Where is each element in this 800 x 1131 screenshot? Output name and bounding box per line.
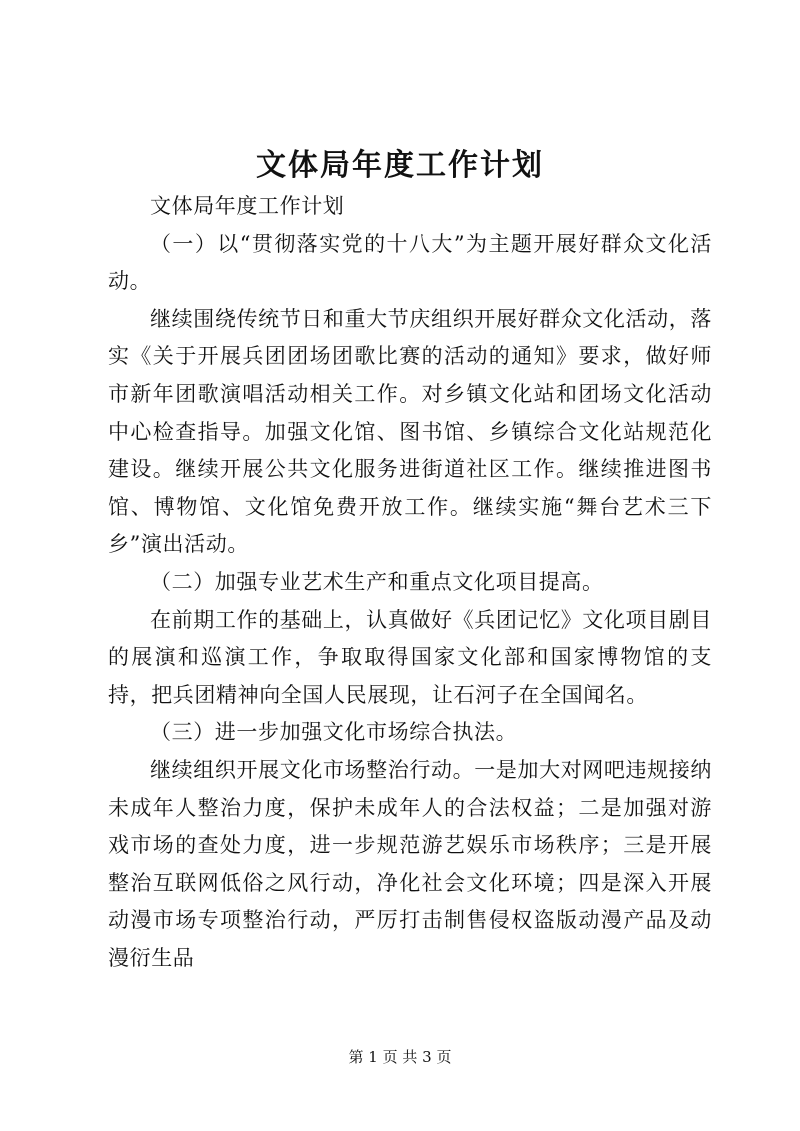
- body-paragraph-2: 在前期工作的基础上，认真做好《兵团记忆》文化项目剧目的展演和巡演工作，争取取得国家文化部和国家博物馆的支持，把兵团精神向全国人民展现，让石河子在全国闻名。: [108, 607, 712, 707]
- document-body: [108, 188, 712, 977]
- section-heading-1: （一）以“贯彻落实党的十八大”为主题开展好群众文化活动。: [108, 231, 712, 294]
- section-heading-2: （二）加强专业艺术生产和重点文化项目提高。: [150, 569, 604, 594]
- subtitle-paragraph: 文体局年度工作计划: [150, 194, 345, 218]
- body-paragraph-1: 继续围绕传统节日和重大节庆组织开展好群众文化活动，落实《关于开展兵团团场团歌比赛的活动的通知》要求，做好师市新年团歌演唱活动相关工作。对乡镇文化站和团场文化活动中心检查指导。加强文化馆、图书馆、乡镇综合文化站规范化建设。继续开展公共文化服务进街道社区工作。继续推进图书馆、博物馆、文化馆免费开放工作。继续实施“舞台艺术三下乡”演出活动。: [108, 306, 712, 557]
- document-title: 文体局年度工作计划: [256, 148, 544, 183]
- page-number-footer: 第 1 页 共 3 页: [348, 1048, 452, 1066]
- body-paragraph-3: 继续组织开展文化市场整治行动。一是加大对网吧违规接纳未成年人整治力度，保护未成年人的合法权益；二是加强对游戏市场的查处力度，进一步规范游艺娱乐市场秩序；三是开展整治互联网低俗之风行动，净化社会文化环境；四是深入开展动漫市场专项整治行动，严厉打击制售侵权盗版动漫产品及动漫衍生品: [108, 757, 712, 970]
- section-heading-3: （三）进一步加强文化市场综合执法。: [150, 720, 518, 745]
